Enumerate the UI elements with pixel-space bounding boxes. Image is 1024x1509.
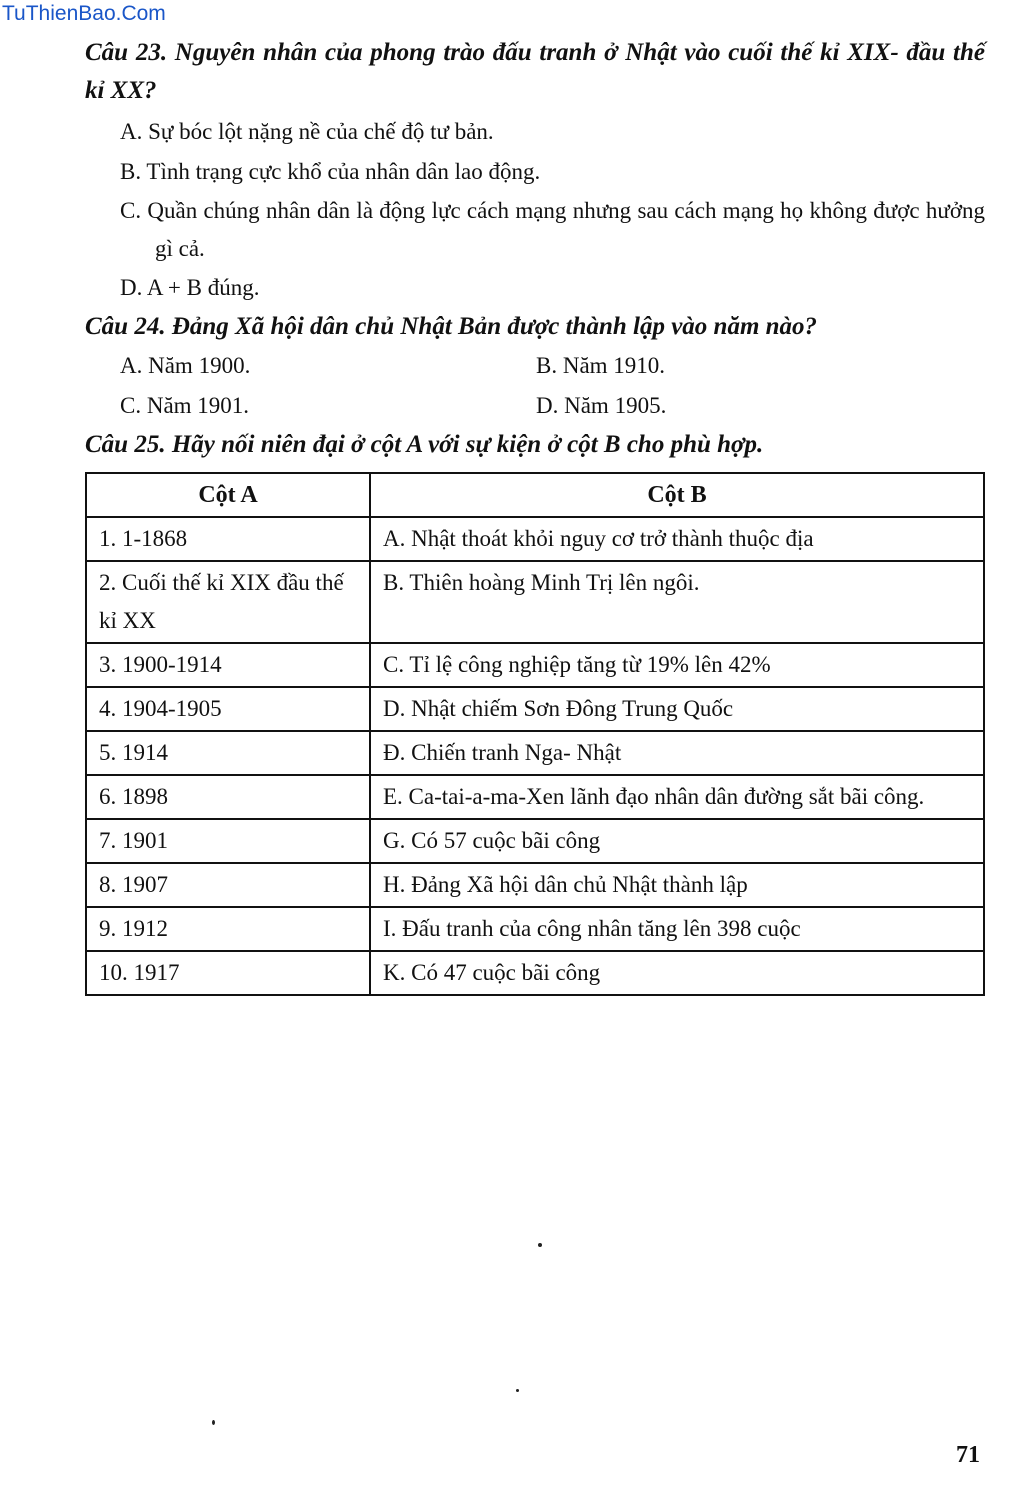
- scan-speck: [538, 1243, 542, 1247]
- q23-option-d: D. A + B đúng.: [120, 275, 260, 300]
- column-a-cell: 7. 1901: [86, 819, 370, 863]
- q24-option-c: C. Năm 1901.: [120, 393, 250, 418]
- q23-option-b: B. Tình trạng cực khổ của nhân dân lao động.: [120, 159, 541, 184]
- column-a-cell: 5. 1914: [86, 731, 370, 775]
- column-b-cell: A. Nhật thoát khỏi nguy cơ trở thành thuộc địa: [370, 517, 984, 561]
- site-watermark: TuThienBao.Com: [2, 2, 166, 25]
- page-number: 71: [956, 1442, 980, 1468]
- page-content: [85, 34, 985, 996]
- question-23-title: Câu 23. Nguyên nhân của phong trào đấu tranh ở Nhật vào cuối thế kỉ XIX- đầu thế kỉ XX?: [85, 39, 985, 104]
- table-row: [86, 863, 984, 907]
- question-23: [85, 34, 985, 308]
- column-b-cell: Đ. Chiến tranh Nga- Nhật: [370, 731, 984, 775]
- scan-speck: [212, 1420, 215, 1425]
- column-b-cell: I. Đấu tranh của công nhân tăng lên 398 cuộc: [370, 907, 984, 951]
- column-b-cell: H. Đảng Xã hội dân chủ Nhật thành lập: [370, 863, 984, 907]
- column-b-cell: K. Có 47 cuộc bãi công: [370, 951, 984, 995]
- q23-option-a: A. Sự bóc lột nặng nề của chế độ tư bản.: [120, 119, 494, 144]
- table-header-row: [86, 473, 984, 517]
- table-row: [86, 517, 984, 561]
- column-b-header: Cột B: [370, 473, 984, 517]
- scan-speck: [516, 1389, 519, 1392]
- column-a-cell: 9. 1912: [86, 907, 370, 951]
- column-b-cell: B. Thiên hoàng Minh Trị lên ngôi.: [370, 561, 984, 643]
- column-a-cell: 4. 1904-1905: [86, 687, 370, 731]
- table-row: [86, 819, 984, 863]
- question-24: [85, 308, 985, 426]
- q24-options-row-2: [120, 386, 985, 426]
- column-a-cell: 8. 1907: [86, 863, 370, 907]
- table-row: [86, 643, 984, 687]
- table-row: [86, 561, 984, 643]
- question-25: [85, 426, 985, 996]
- q24-options-row-1: [120, 346, 985, 386]
- table-row: [86, 687, 984, 731]
- column-a-header: Cột A: [86, 473, 370, 517]
- column-b-cell: D. Nhật chiếm Sơn Đông Trung Quốc: [370, 687, 984, 731]
- q24-option-d: D. Năm 1905.: [536, 393, 667, 418]
- matching-table: [85, 472, 985, 996]
- q24-option-b: B. Năm 1910.: [536, 353, 666, 378]
- column-b-cell: C. Tỉ lệ công nghiệp tăng từ 19% lên 42%: [370, 643, 984, 687]
- table-row: [86, 775, 984, 819]
- question-24-title: Câu 24. Đảng Xã hội dân chủ Nhật Bản được thành lập vào năm nào?: [85, 313, 818, 340]
- q24-option-a: A. Năm 1900.: [120, 353, 251, 378]
- question-25-title: Câu 25. Hãy nối niên đại ở cột A với sự kiện ở cột B cho phù hợp.: [85, 431, 764, 458]
- q23-option-c: C. Quần chúng nhân dân là động lực cách mạng nhưng sau cách mạng họ không được hưởng gì cả.: [120, 198, 985, 261]
- column-a-cell: 10. 1917: [86, 951, 370, 995]
- table-row: [86, 907, 984, 951]
- column-b-cell: G. Có 57 cuộc bãi công: [370, 819, 984, 863]
- column-a-cell: 3. 1900-1914: [86, 643, 370, 687]
- table-row: [86, 731, 984, 775]
- column-a-cell: 6. 1898: [86, 775, 370, 819]
- table-row: [86, 951, 984, 995]
- column-b-cell: E. Ca-tai-a-ma-Xen lãnh đạo nhân dân đường sắt bãi công.: [370, 775, 984, 819]
- column-a-cell: 1. 1-1868: [86, 517, 370, 561]
- column-a-cell: 2. Cuối thế kỉ XIX đầu thế kỉ XX: [86, 561, 370, 643]
